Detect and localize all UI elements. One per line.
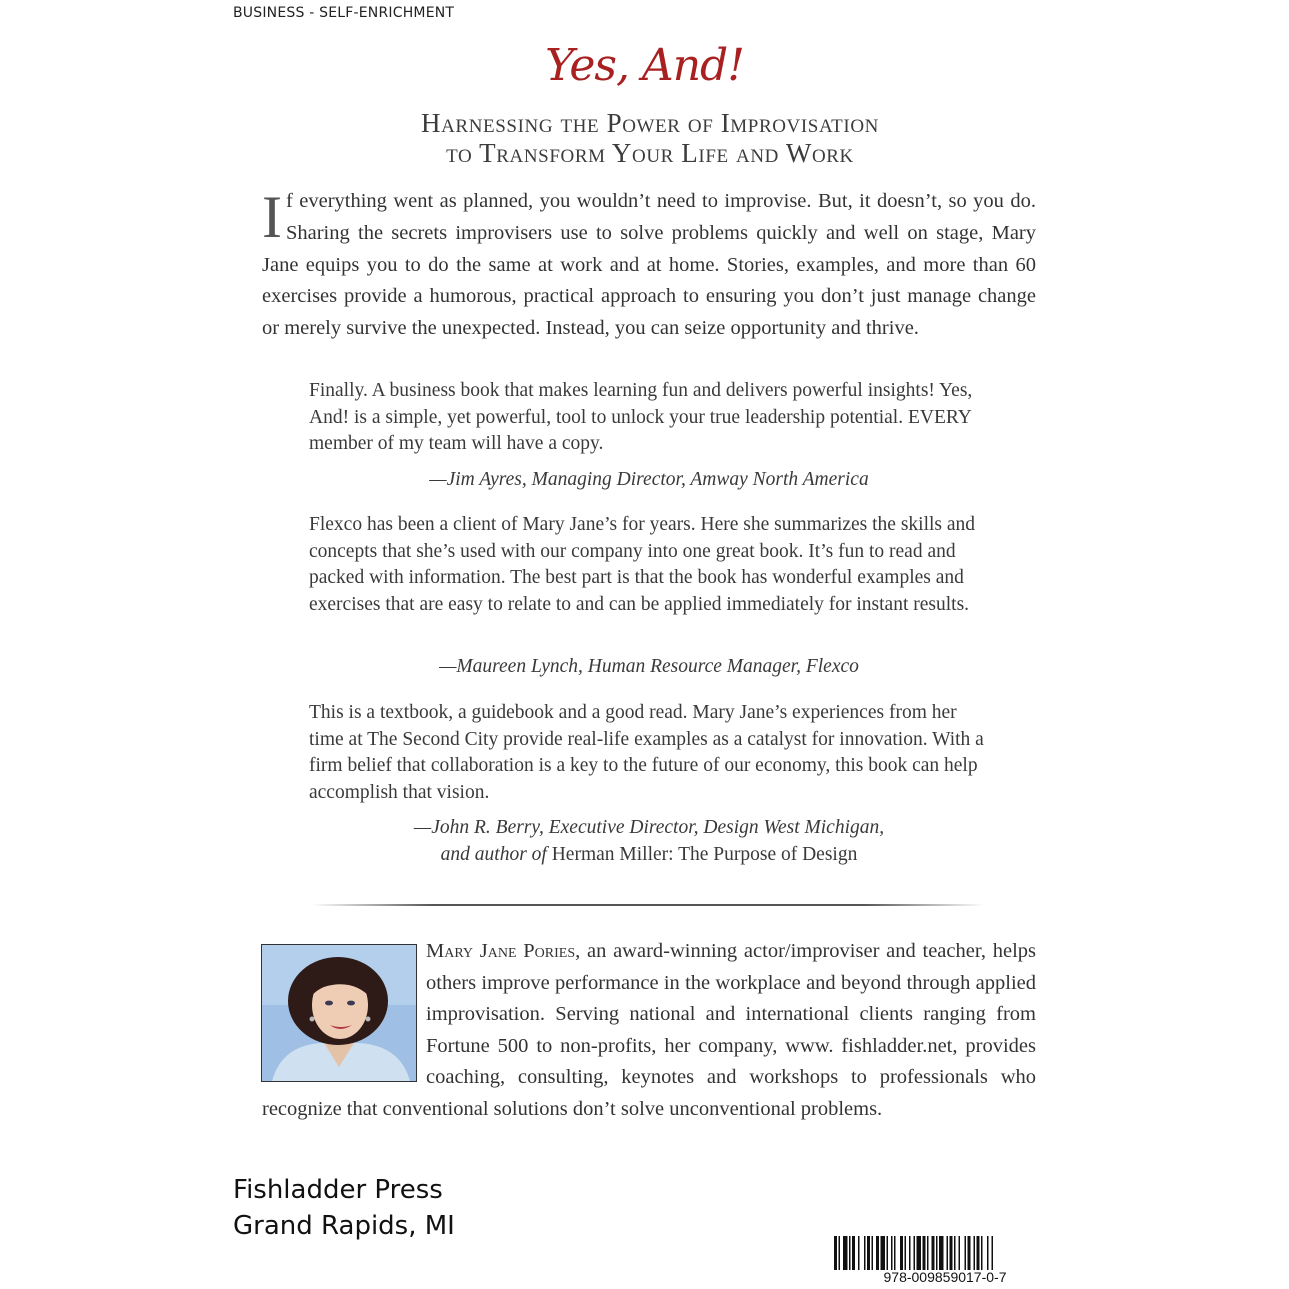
intro-paragraph bbox=[262, 186, 1036, 345]
drop-cap: I bbox=[262, 184, 282, 250]
bio-photo-spacer bbox=[262, 936, 422, 1092]
publisher-block bbox=[233, 1172, 455, 1244]
author-bio bbox=[262, 936, 1036, 1125]
testimonial-attribution: —Jim Ayres, Managing Director, Amway North America bbox=[429, 469, 869, 490]
testimonial-attribution bbox=[309, 815, 989, 868]
publisher-name: Fishladder Press bbox=[233, 1175, 443, 1205]
intro-text: f everything went as planned, you wouldn’t need to improvise. But, it doesn’t, so you do. Sharing the secrets improvisers use to solve problems quickly and well on stage, Mary Jane equips you to do the same at work and at home. Stories, examples, and more than 60 exercises provide a humorous, practical approach to ensuring you don’t just manage change or merely survive the unexpected. Instead, you can seize opportunity and thrive. bbox=[262, 190, 1036, 340]
subtitle-line-2: to Transform Your Life and Work bbox=[446, 138, 854, 168]
subtitle-line-1: Harnessing the Power of Improvisation bbox=[421, 108, 879, 138]
publisher-location: Grand Rapids, MI bbox=[233, 1211, 455, 1241]
testimonial-quote: Finally. A business book that makes learning fun and delivers powerful insights! Yes, And! is a simple, yet powerful, tool to unlock your true leadership potential. EVERY member of my team will have a copy. bbox=[309, 380, 973, 454]
testimonial-quote: Flexco has been a client of Mary Jane’s for years. Here she summarizes the skills and concepts that she’s used with our company into one great book. It’s fun to read and packed with information. The best part is that the book has wonderful examples and exercises that are easy to relate to and can be applied immediately for instant results. bbox=[309, 514, 976, 615]
barcode-image bbox=[834, 1236, 1056, 1270]
testimonial-quote: This is a textbook, a guidebook and a good read. Mary Jane’s experiences from her time at The Second City provide real-life examples as a catalyst for innovation. With a firm belief that collaboration is a key to the future of our economy, this book can help accomplish that vision. bbox=[309, 702, 984, 803]
book-subtitle bbox=[0, 108, 1289, 168]
testimonial-attribution: —Maureen Lynch, Human Resource Manager, Flexco bbox=[439, 656, 859, 677]
isbn-number: 978-009859017-0-7 bbox=[883, 1269, 1007, 1285]
attribution-book-title: Herman Miller: The Purpose of Design bbox=[551, 843, 858, 865]
attribution-author-of: and author of bbox=[440, 843, 552, 865]
book-title: Yes, And! bbox=[545, 40, 744, 91]
author-name: Mary Jane Pories bbox=[426, 940, 576, 962]
section-divider bbox=[312, 904, 984, 906]
attribution-line-2 bbox=[309, 842, 989, 869]
attribution-line-1: —John R. Berry, Executive Director, Design West Michigan, bbox=[413, 817, 885, 838]
author-bio-text: , an award-winning actor/improviser and teacher, helps others improve performance in the workplace and beyond through applied improvisation. Serving national and international clients ranging from Fortune 500 to non-profits, her company, www. fishladder.net, provides coaching, consulting, keynotes and workshops to professionals who recognize that conventional solutions don’t solve unconventional problems. bbox=[262, 940, 1036, 1120]
category-label: BUSINESS - SELF-ENRICHMENT bbox=[233, 5, 455, 21]
